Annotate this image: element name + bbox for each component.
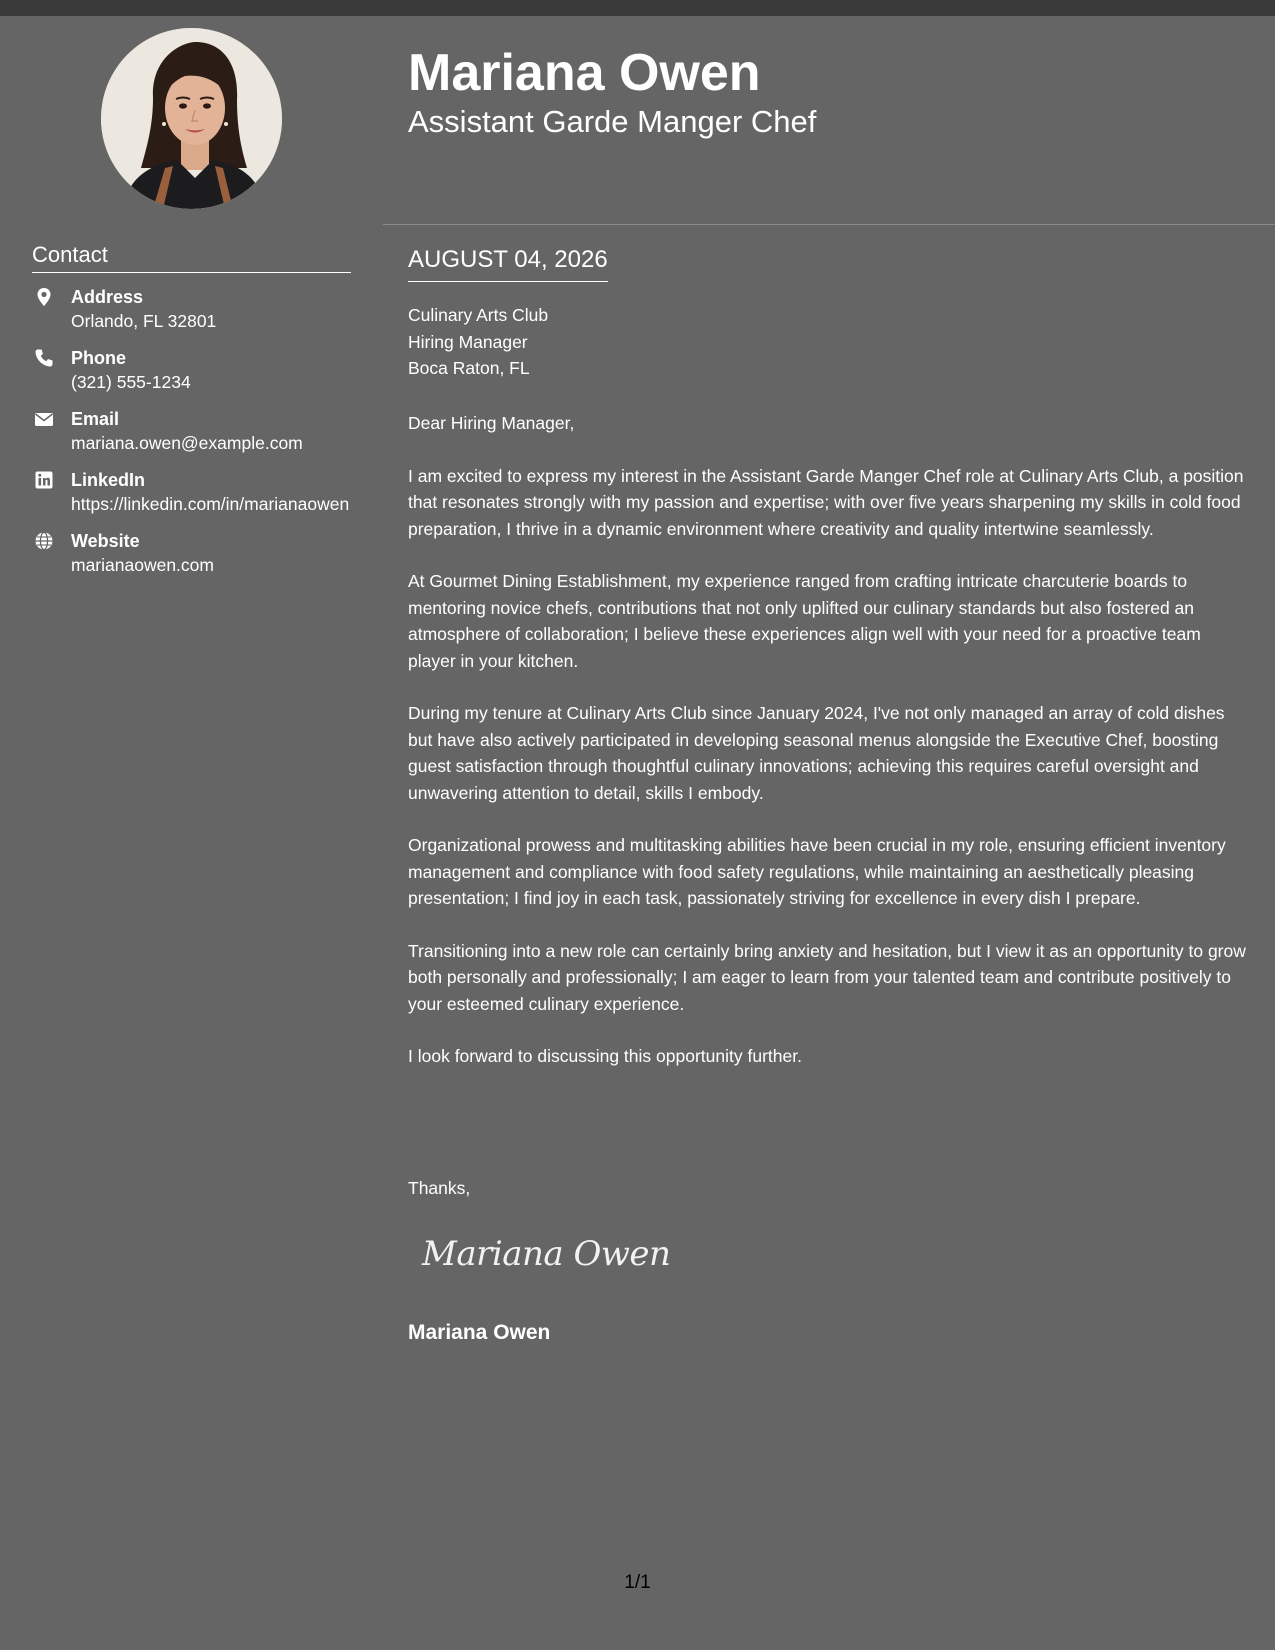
- contact-label-website: Website: [71, 531, 140, 551]
- header-divider: [383, 224, 1275, 225]
- contact-value-email[interactable]: mariana.owen@example.com: [71, 433, 303, 453]
- body-paragraph: During my tenure at Culinary Arts Club since January 2024, I've not only managed an array of cold dishes but have also actively participated in developing seasonal menus alongside the Executive Chef, boosting guest satisfaction through thoughtful culinary innovations; achieving this requires careful oversight and unwavering attention to detail, skills I embody.: [408, 703, 1225, 803]
- signature-image: Mariana Owen: [422, 1234, 671, 1274]
- recipient-block: [408, 302, 548, 382]
- contact-value-phone: (321) 555-1234: [71, 372, 191, 392]
- page-number: 1/1: [624, 1572, 651, 1593]
- contact-value-linkedin[interactable]: https://linkedin.com/in/marianaowen: [71, 494, 350, 514]
- contact-item-address: [32, 285, 362, 333]
- top-bar: [0, 0, 1275, 16]
- contact-list: [32, 285, 362, 590]
- signer-name: Mariana Owen: [408, 1321, 551, 1344]
- body-paragraph: I am excited to express my interest in the Assistant Garde Manger Chef role at Culinary Arts Club, a position that resonates strongly with my passion and expertise; with over five years sharpening my skills in cold food preparation, I thrive in a dynamic environment where creativity and quality intertwine seamlessly.: [408, 465, 1244, 539]
- globe-icon: [34, 531, 54, 551]
- salutation: Dear Hiring Manager,: [408, 413, 575, 433]
- letter-body: [408, 410, 1253, 1096]
- contact-item-linkedin: [32, 468, 362, 516]
- body-paragraph: Transitioning into a new role can certainly bring anxiety and hesitation, but I view it as an opportunity to grow both personally and professionally; I am eager to learn from your talented team and contribute positively to your esteemed culinary experience.: [408, 940, 1246, 1014]
- job-title: Assistant Garde Manger Chef: [408, 104, 817, 139]
- body-paragraph: Organizational prowess and multitasking abilities have been crucial in my role, ensuring efficient inventory management and compliance with food safety regulations, while maintaining an aesthetically pleasing presentation; I find joy in each task, passionately striving for excellence in every dish I prepare.: [408, 835, 1226, 908]
- body-paragraph: I look forward to discussing this opportunity further.: [408, 1046, 802, 1066]
- letter-date: AUGUST 04, 2026: [408, 244, 608, 282]
- contact-item-website: [32, 529, 362, 577]
- profile-photo: [101, 28, 282, 209]
- contact-label-address: Address: [71, 287, 144, 307]
- contact-heading: Contact: [32, 240, 351, 273]
- recipient-company: Culinary Arts Club: [408, 305, 549, 325]
- location-pin-icon: [34, 287, 54, 307]
- contact-item-email: [32, 407, 362, 455]
- applicant-name: Mariana Owen: [408, 44, 761, 102]
- linkedin-icon: [34, 470, 54, 490]
- contact-label-phone: Phone: [71, 348, 127, 368]
- envelope-icon: [34, 409, 54, 429]
- contact-item-phone: [32, 346, 362, 394]
- recipient-title: Hiring Manager: [408, 331, 528, 352]
- phone-icon: [34, 348, 54, 368]
- body-paragraph: At Gourmet Dining Establishment, my experience ranged from crafting intricate charcuterie boards to mentoring novice chefs, contributions that not only uplifted our culinary standards but also fostered an atmosphere of collaboration; I believe these experiences align well with your need for a proactive team player in your kitchen.: [408, 571, 1201, 671]
- recipient-location: Boca Raton, FL: [408, 358, 530, 378]
- contact-value-website[interactable]: marianaowen.com: [71, 555, 214, 575]
- contact-label-email: Email: [71, 409, 120, 429]
- closing: Thanks,: [408, 1178, 471, 1198]
- contact-label-linkedin: LinkedIn: [71, 470, 146, 490]
- contact-value-address: Orlando, FL 32801: [71, 311, 217, 331]
